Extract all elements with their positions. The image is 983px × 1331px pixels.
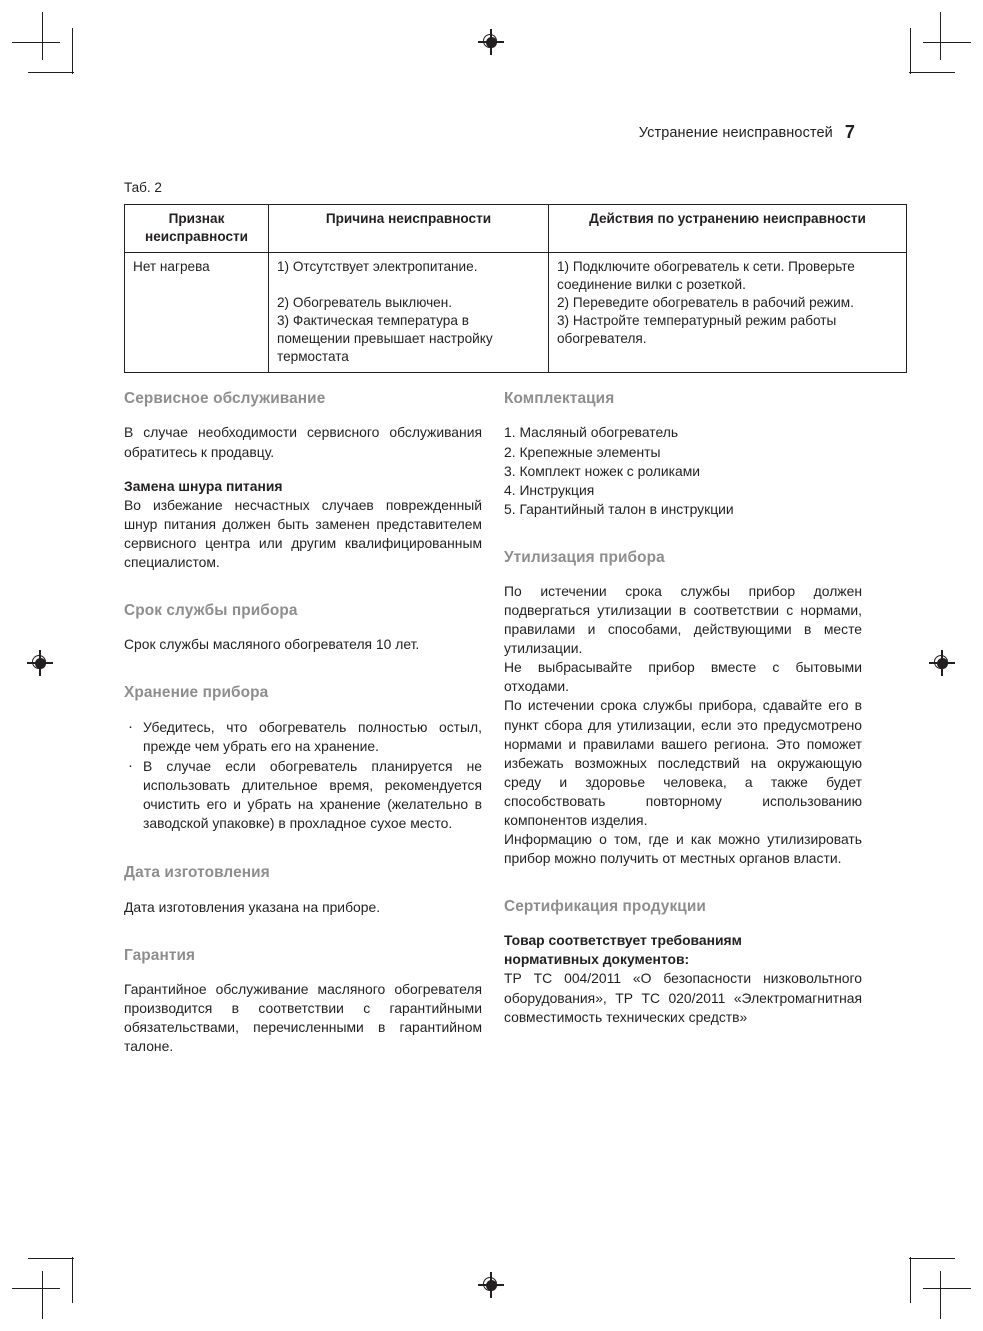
bleed-mark-bottom-left-horizontal (28, 1258, 74, 1259)
table-header-cause: Причина неисправности (269, 205, 549, 253)
table-header-row (125, 205, 907, 253)
page-number: 7 (844, 122, 855, 142)
crop-mark-top-left-horizontal (12, 42, 60, 43)
section-storage (124, 684, 482, 833)
certification-paragraph: ТР ТС 004/2011 «О безопасности низковольтного оборудования», ТР ТС 020/2011 «Электромагнитная совместимость технических средств» (504, 970, 862, 1025)
crop-mark-top-right-vertical (940, 12, 941, 60)
bleed-mark-top-right-horizontal (909, 72, 955, 73)
bleed-mark-top-right-vertical (910, 28, 911, 74)
cause-line: 1) Отсутствует электропитание. (277, 258, 478, 274)
section-certification (504, 898, 862, 1027)
service-sub-paragraph: Во избежание несчастных случаев поврежденный шнур питания должен быть заменен представителем сервисного центра или другим квалифицированным специалистом. (124, 496, 482, 570)
package-list (504, 423, 862, 518)
cause-line: 3) Фактическая температура в помещении превышает настройку термостата (277, 312, 493, 364)
table-caption: Таб. 2 (124, 180, 162, 195)
action-line-list (557, 258, 898, 348)
disposal-paragraph-2: Не выбрасывайте прибор вместе с бытовыми отходами. (504, 659, 862, 695)
list-item: · В случае если обогреватель планируется не использовать длительное время, рекомендуется очистить его и убрать на хранение (желательно в заводской упаковке) в прохладное сухое место. (124, 757, 482, 833)
section-heading-warranty: Гарантия (124, 946, 196, 964)
crop-mark-bottom-left-horizontal (12, 1288, 60, 1289)
disposal-paragraph-4: Информацию о том, где и как можно утилизировать прибор можно получить от местных органов власти. (504, 830, 862, 866)
section-manufacture-date (124, 864, 482, 917)
list-item: 3. Комплект ножек с роликами (504, 462, 701, 479)
bleed-mark-top-left-vertical (72, 28, 73, 74)
registration-mark-left (27, 650, 53, 676)
left-column (124, 390, 482, 1056)
running-head-title: Устранение неисправностей (638, 125, 833, 141)
cause-line-list (277, 258, 540, 366)
running-head (124, 122, 855, 143)
fault-table-head (125, 205, 907, 253)
registration-mark-top (478, 29, 504, 55)
crop-mark-top-right-horizontal (923, 42, 971, 43)
storage-list (124, 718, 482, 833)
crop-mark-bottom-left-vertical (42, 1271, 43, 1319)
crop-mark-top-left-vertical (42, 12, 43, 60)
section-disposal (504, 549, 862, 868)
disposal-paragraph-3: По истечении срока службы прибора, сдавайте его в пункт сбора для утилизации, если это предусмотрено нормами и правилами вашего региона. Это поможет избежать возможных последствий на окружающую среду и здоровье человека, а также будет способствовать повторному использованию компонентов изделия. (504, 697, 862, 828)
list-item: · Убедитесь, что обогреватель полностью остыл, прежде чем убрать его на хранение. (124, 718, 482, 756)
fault-table-body (125, 252, 907, 372)
registration-mark-bottom (478, 1272, 504, 1298)
section-service-life (124, 602, 482, 655)
section-heading-disposal: Утилизация прибора (504, 548, 665, 566)
cell-symptom: Нет нагрева (125, 252, 269, 372)
service-life-paragraph: Срок службы масляного обогревателя 10 лет. (124, 636, 420, 653)
section-heading-storage: Хранение прибора (124, 684, 269, 702)
list-item: 2. Крепежные элементы (504, 443, 661, 460)
action-line: 3) Настройте температурный режим работы обогревателя. (557, 312, 837, 346)
bleed-mark-bottom-right-vertical (910, 1257, 911, 1303)
registration-mark-right (929, 650, 955, 676)
section-heading-service-life: Срок службы прибора (124, 601, 298, 619)
section-heading-service: Сервисное обслуживание (124, 390, 326, 407)
list-item: 1. Масляный обогреватель (504, 424, 679, 441)
bleed-mark-top-left-horizontal (28, 72, 74, 73)
bleed-mark-bottom-left-vertical (72, 1257, 73, 1303)
service-sub-heading: Замена шнура питания (124, 477, 283, 494)
warranty-paragraph: Гарантийное обслуживание масляного обогревателя производится в соответствии с гарантийными обязательствами, перечисленными в гарантийном талоне. (124, 981, 482, 1055)
cause-line: 2) Обогреватель выключен. (277, 294, 453, 310)
cause-line-spacer (277, 276, 540, 294)
table-row (125, 252, 907, 372)
action-line: 2) Переведите обогреватель в рабочий режим. (557, 294, 854, 310)
manufacture-date-paragraph: Дата изготовления указана на приборе. (124, 898, 381, 915)
cell-cause (269, 252, 549, 372)
table-header-symptom: Признак неисправности (125, 205, 269, 253)
cell-action (549, 252, 907, 372)
section-service (124, 390, 482, 572)
section-warranty (124, 947, 482, 1057)
crop-mark-bottom-right-vertical (940, 1271, 941, 1319)
section-heading-certification: Сертификация продукции (504, 897, 706, 915)
list-item: 4. Инструкция (504, 481, 595, 498)
section-heading-manufacture-date: Дата изготовления (124, 864, 270, 882)
fault-table (124, 204, 907, 373)
disposal-paragraph-1: По истечении срока службы прибор должен подвергаться утилизации в соответствии с нормами, правилами и способами, действующими в месте утилизации. (504, 583, 862, 657)
section-package (504, 390, 862, 519)
service-paragraph: В случае необходимости сервисного обслуживания обратитесь к продавцу. (124, 424, 482, 460)
section-heading-package: Комплектация (504, 390, 615, 407)
table-header-action: Действия по устранению неисправности (549, 205, 907, 253)
certification-sub-heading-line-1: Товар соответствует требованиям (504, 932, 742, 949)
right-column (504, 390, 862, 1027)
certification-sub-heading-line-2: нормативных документов: (504, 951, 690, 968)
crop-mark-bottom-right-horizontal (923, 1288, 971, 1289)
list-item: 5. Гарантийный талон в инструкции (504, 500, 734, 517)
action-line: 1) Подключите обогреватель к сети. Проверьте соединение вилки с розеткой. (557, 258, 855, 292)
bleed-mark-bottom-right-horizontal (909, 1258, 955, 1259)
